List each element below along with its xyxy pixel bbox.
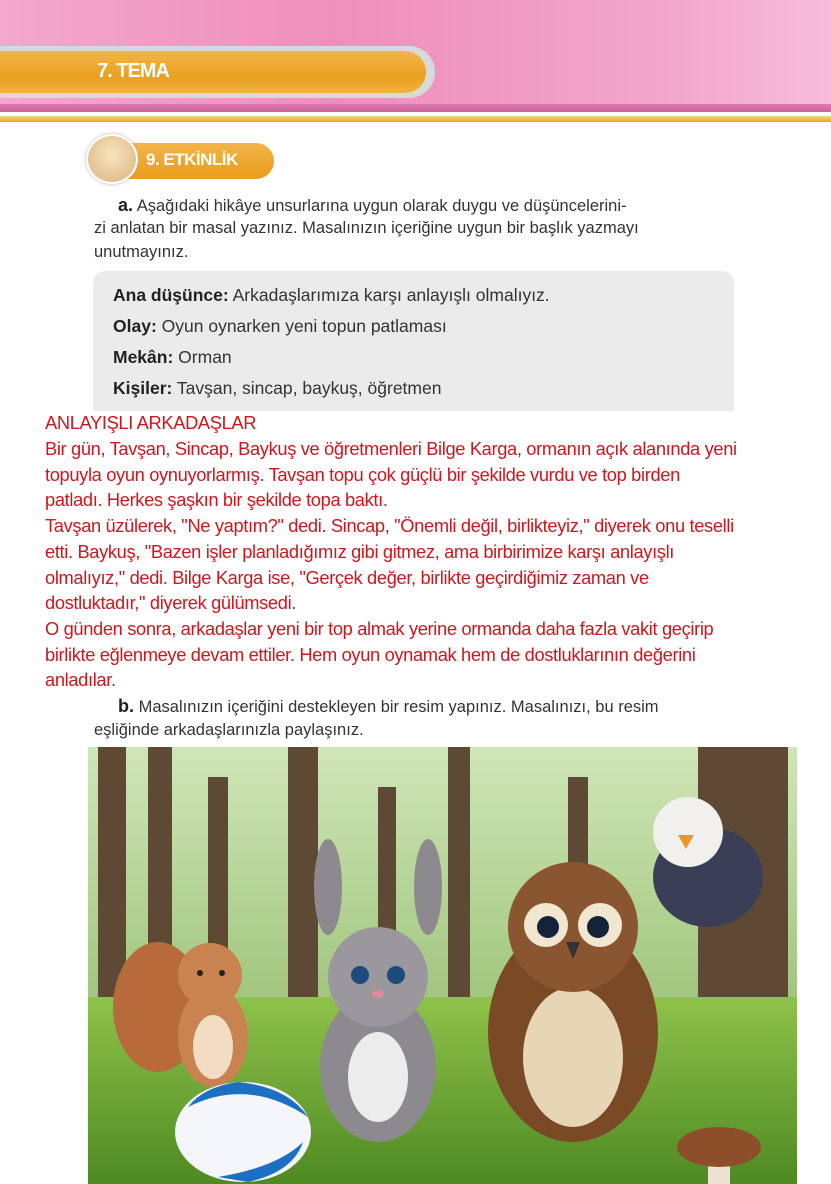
theme-label: 7. TEMA (97, 60, 169, 82)
story-line: olmalıyız," dedi. Bilge Karga ise, "Gerçek değer, birlikte geçirdiğimiz zaman ve (45, 567, 649, 588)
mascot-icon (86, 134, 138, 184)
theme-pill (0, 46, 435, 98)
owl (488, 862, 658, 1142)
instruction-b-line2: eşliğinde arkadaşlarınızla paylaşınız. (94, 721, 364, 739)
story-line: patladı. Herkes şaşkın bir şekilde topa baktı. (45, 489, 388, 510)
story-line: O günden sonra, arkadaşlar yeni bir top almak yerine ormanda daha fazla vakit geçirip (45, 618, 714, 639)
story-line: Tavşan üzülerek, "Ne yaptım?" dedi. Sincap, "Önemli değil, birlikteyiz," diyerek onu teselli (45, 515, 734, 536)
instruction-a-line1: a. Aşağıdaki hikâye unsurlarına uygun olarak duygu ve düşüncelerini- (118, 195, 627, 215)
story-line: dostluktadır," diyerek gülümsedi. (45, 592, 297, 613)
instruction-a-line3: unutmayınız. (94, 243, 189, 261)
element-event: Olay: Oyun oynarken yeni topun patlaması (113, 316, 447, 336)
story-title: ANLAYIŞLI ARKADAŞLAR (45, 412, 257, 433)
instruction-a-line2: zi anlatan bir masal yazınız. Masalınızın içeriğine uygun bir başlık yazmayı (94, 219, 639, 237)
element-main-idea: Ana düşünce: Arkadaşlarımıza karşı anlayışlı olmalıyız. (113, 285, 550, 305)
ball (175, 1082, 311, 1182)
element-characters: Kişiler: Tavşan, sincap, baykuş, öğretmen (113, 378, 442, 398)
story-line: etti. Baykuş, "Bazen işler planladığımız gibi gitmez, ama birbirimize karşı anlayışlı (45, 541, 675, 562)
story-line: Bir gün, Tavşan, Sincap, Baykuş ve öğretmenleri Bilge Karga, ormanın açık alanında yeni (45, 438, 737, 459)
instruction-b-line1: b. Masalınızın içeriğini destekleyen bir resim yapınız. Masalınızı, bu resim (118, 696, 659, 716)
divider (0, 116, 831, 122)
story-illustration (88, 747, 797, 1184)
activity-label: 9. ETKİNLİK (146, 150, 238, 169)
story-line: topuyla oyun oynuyorlarmış. Tavşan topu çok güçlü bir şekilde vurdu ve top birden (45, 464, 680, 485)
story-line: anladılar. (45, 669, 116, 690)
story-line: birlikte eğlenmeye devam ettiler. Hem oyun oynamak hem de dostluklarının değerini (45, 644, 696, 665)
element-place: Mekân: Orman (113, 347, 232, 367)
